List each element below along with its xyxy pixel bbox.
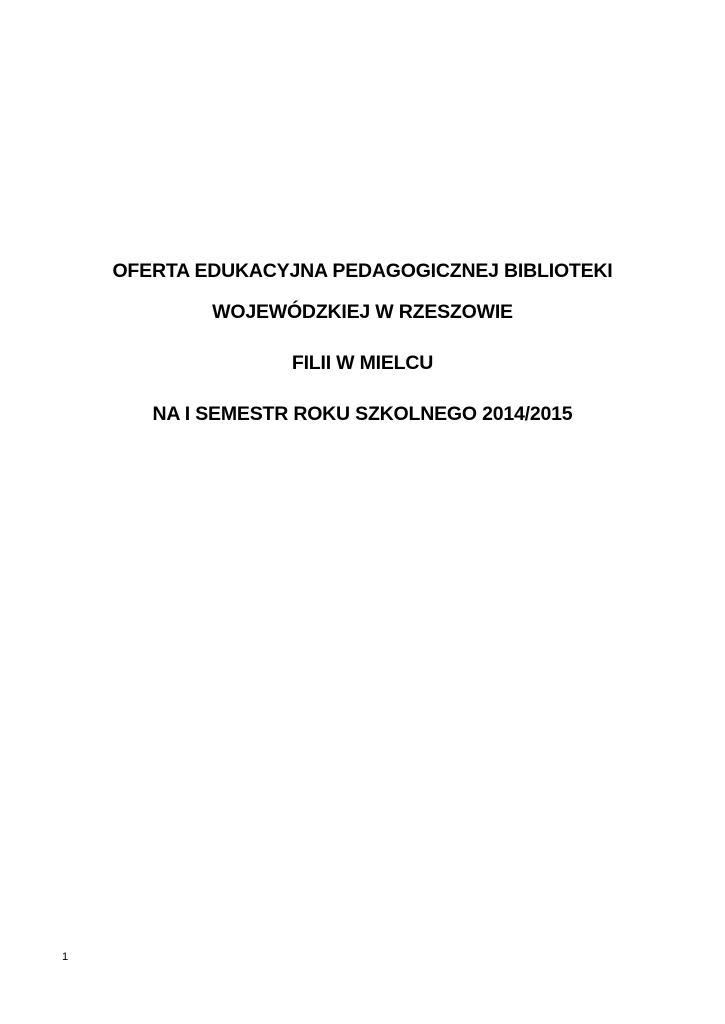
title-line-1: OFERTA EDUKACYJNA PEDAGOGICZNEJ BIBLIOTEKI	[112, 260, 613, 282]
title-line-3: FILII W MIELCU	[291, 352, 434, 374]
document-title	[40, 258, 685, 427]
title-line-4: NA I SEMESTR ROKU SZKOLNEGO 2014/2015	[152, 403, 573, 425]
page-number: 1	[62, 951, 69, 963]
title-line-2: WOJEWÓDZKIEJ W RZESZOWIE	[212, 301, 513, 323]
